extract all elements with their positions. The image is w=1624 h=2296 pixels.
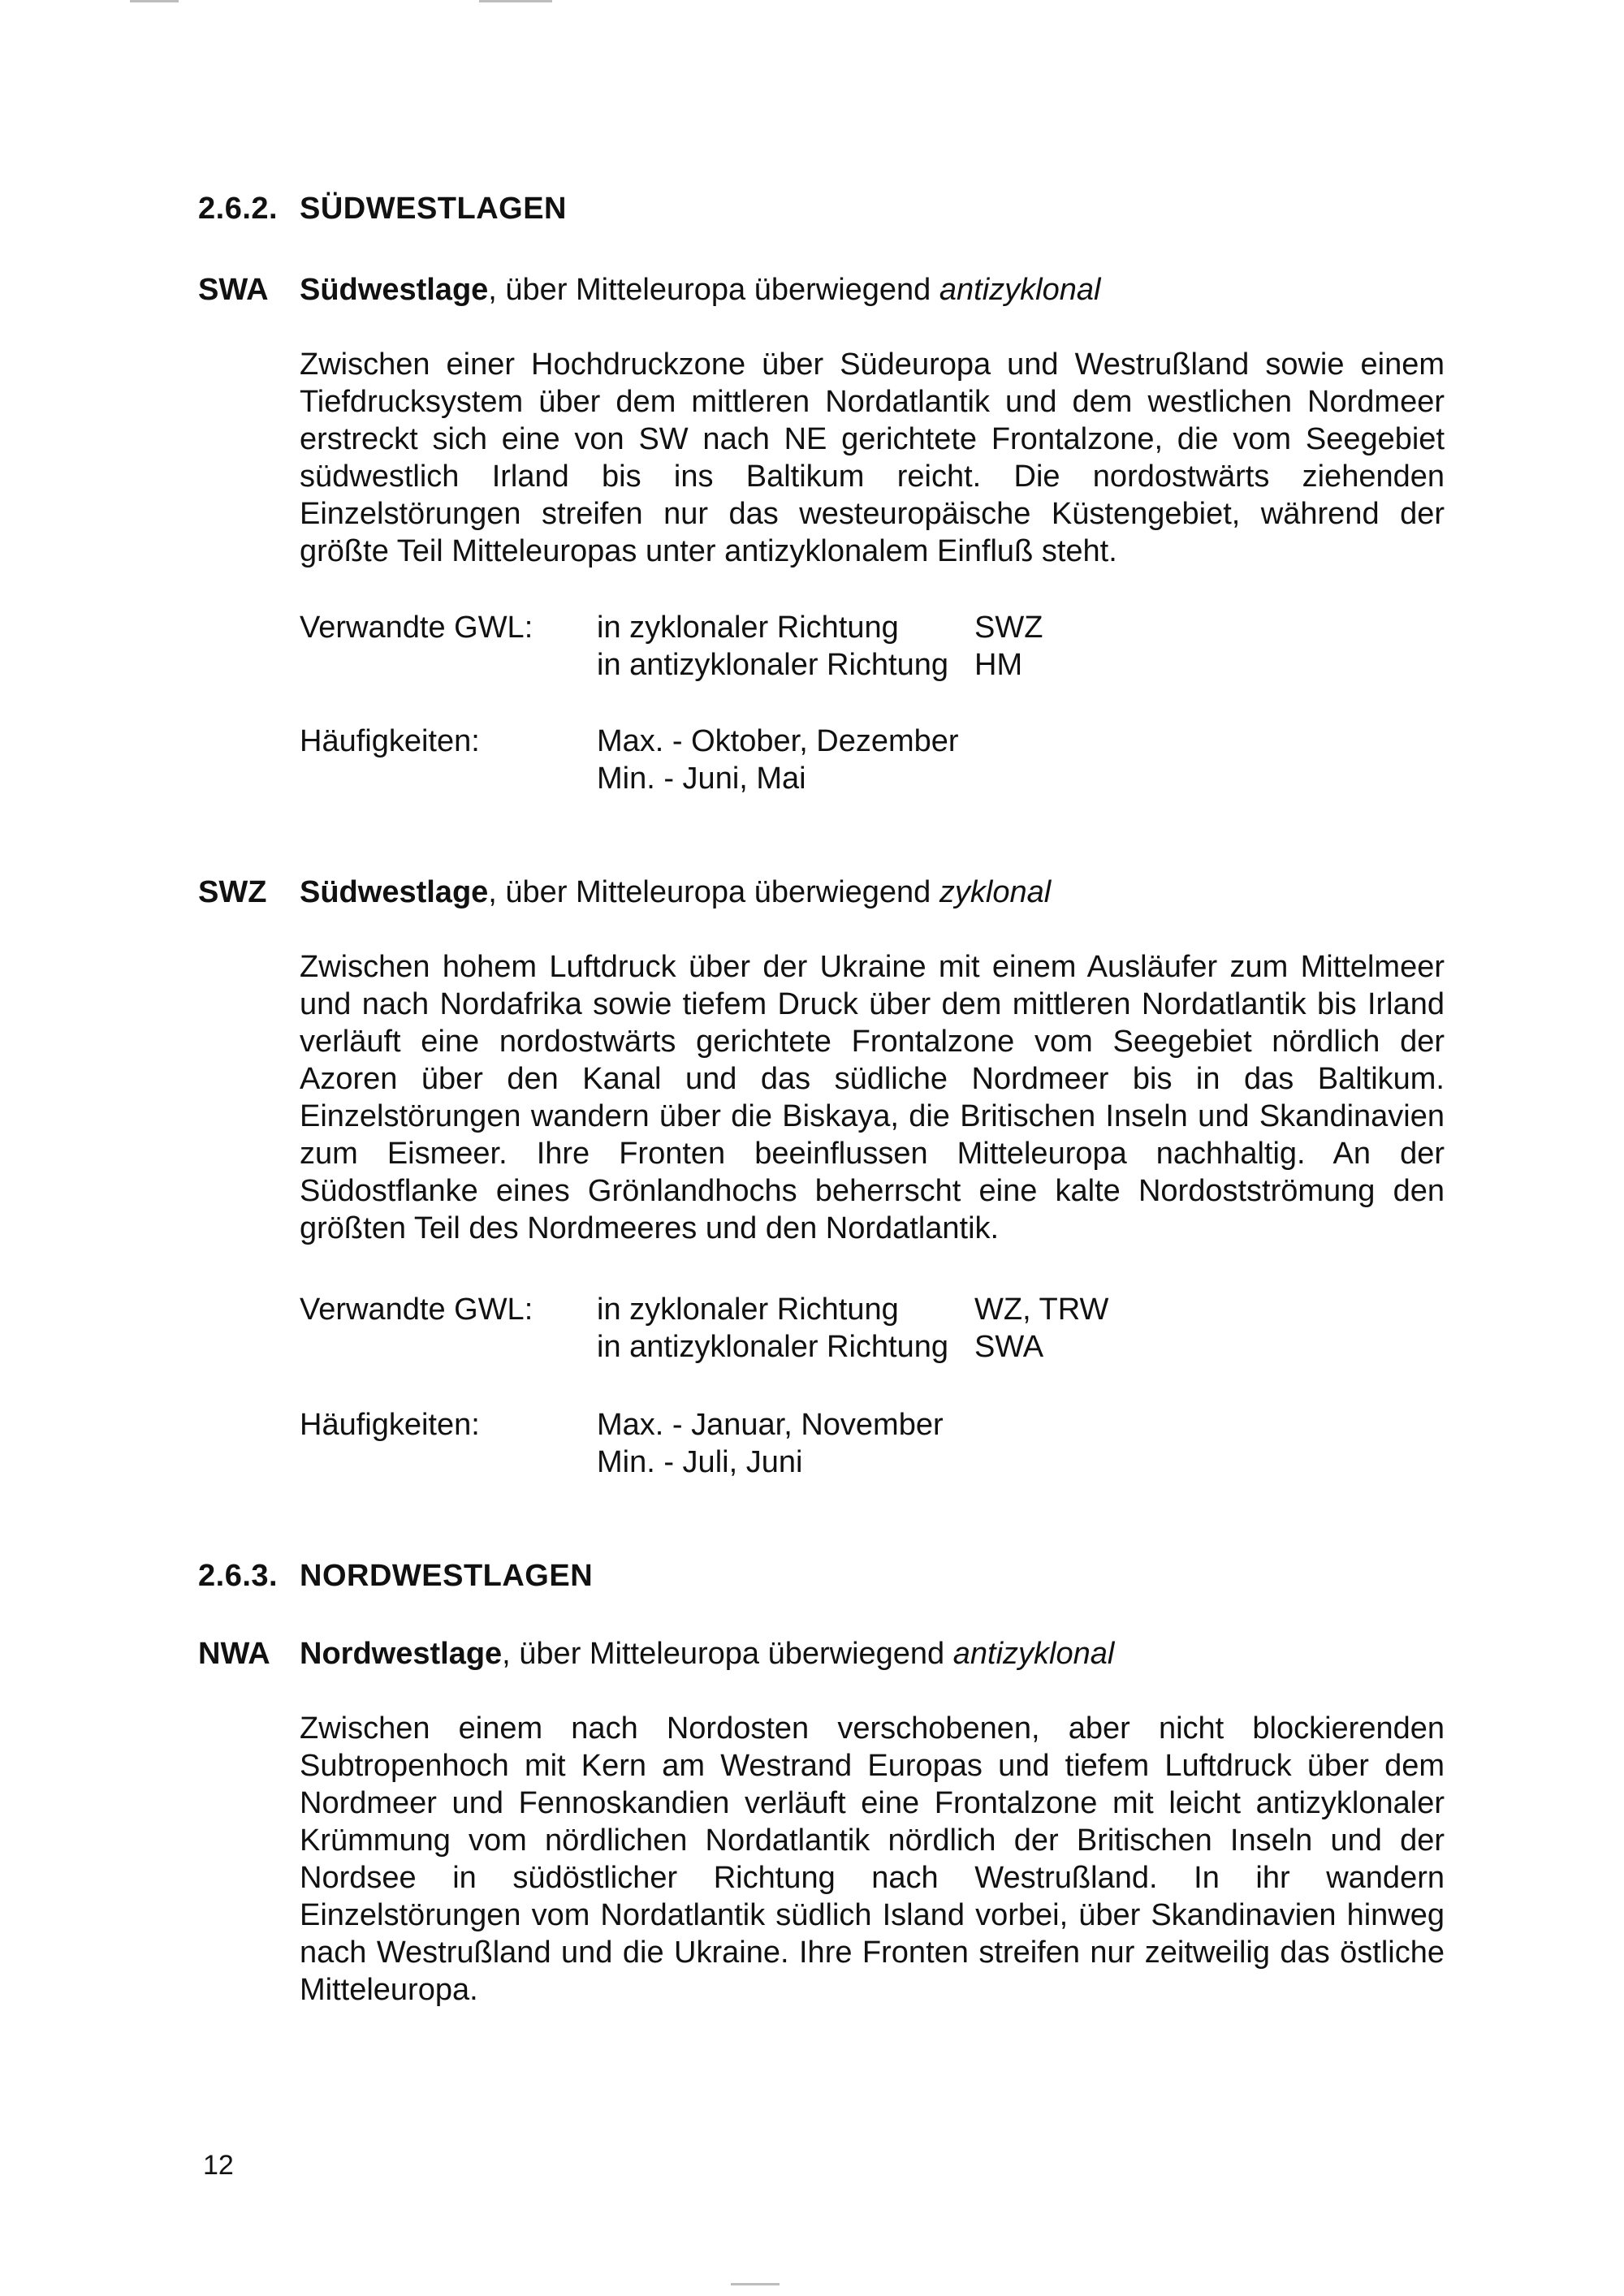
type-adjective: antizyklonal <box>952 1637 1115 1671</box>
swz-description: Zwischen hohem Luftdruck über der Ukraine mit einem Ausläufer zum Mittelmeer und nach Nordafrika sowie tiefem Druck über dem mittleren Nordatlantik bis Irland verläuft eine nordostwärts gerichtete Frontalzone vom Seegebiet nördlich der Azoren über den Kanal und das südliche Nordmeer bis in das Baltikum. Einzelstörungen wandern über die Biskaya, die Britischen Inseln und Skandinavien zum Eismeer. Ihre Fronten beeinflussen Mitteleuropa nachhaltig. An der Südostflanke eines Grönlandhochs beherrscht eine kalte Nordostströmung den größten Teil des Nordmeeres und den Nordatlantik. <box>300 950 1445 1245</box>
type-desc: , über Mitteleuropa überwiegend <box>488 875 939 909</box>
section-title: NORDWESTLAGEN <box>300 1559 594 1593</box>
type-heading-swz <box>198 875 1051 910</box>
related-code: SWZ <box>974 611 1043 645</box>
type-code: SWA <box>198 273 269 307</box>
frequency-label: Häufigkeiten: <box>300 724 480 758</box>
type-name: Nordwestlage <box>300 1637 503 1671</box>
related-code: HM <box>974 648 1023 682</box>
related-label: Verwandte GWL: <box>300 611 533 645</box>
frequency-max: Max. - Januar, November <box>597 1408 944 1442</box>
frequency-min: Min. - Juni, Mai <box>597 762 806 796</box>
related-direction: in antizyklonaler Richtung <box>597 1330 949 1364</box>
type-heading-swa <box>198 273 1100 308</box>
scan-artifact-top-left <box>130 0 179 2</box>
nwa-description: Zwischen einem nach Nordosten verschobenen, aber nicht blockierenden Subtropenhoch mit Kern am Westrand Europas und tiefem Luftdruck über dem Nordmeer und Fennoskandien verläuft eine Frontalzone mit leicht antizyklonaler Krümmung vom nördlichen Nordatlantik nördlich der Britischen Inseln und der Nordsee in südöstlicher Richtung nach Westrußland. In ihr wandern Einzelstörungen vom Nordatlantik südlich Island vorbei, über Skandinavien hinweg nach Westrußland und die Ukraine. Ihre Fronten streifen nur zeitweilig das östliche Mitteleuropa. <box>300 1711 1445 2007</box>
type-heading-nwa <box>198 1637 1114 1672</box>
type-name: Südwestlage <box>300 273 489 307</box>
section-heading-2-6-2 <box>198 192 567 227</box>
frequency-max: Max. - Oktober, Dezember <box>597 724 959 758</box>
type-name: Südwestlage <box>300 875 489 909</box>
frequency-label: Häufigkeiten: <box>300 1408 480 1442</box>
type-code: SWZ <box>198 875 267 909</box>
related-direction: in antizyklonaler Richtung <box>597 648 949 682</box>
section-heading-2-6-3 <box>198 1559 593 1594</box>
type-adjective: antizyklonal <box>939 273 1101 307</box>
related-code: WZ, TRW <box>974 1293 1109 1327</box>
type-desc: , über Mitteleuropa überwiegend <box>488 273 939 307</box>
related-direction: in zyklonaler Richtung <box>597 611 899 645</box>
page-number: 12 <box>203 2150 234 2181</box>
related-label: Verwandte GWL: <box>300 1293 533 1327</box>
frequency-min: Min. - Juli, Juni <box>597 1445 803 1479</box>
related-direction: in zyklonaler Richtung <box>597 1293 899 1327</box>
section-title: SÜDWESTLAGEN <box>300 192 567 226</box>
type-code: NWA <box>198 1637 270 1671</box>
scan-artifact-top-center <box>479 0 552 2</box>
swa-description: Zwischen einer Hochdruckzone über Südeuropa und Westrußland sowie einem Tiefdrucksystem über dem mittleren Nordatlantik und dem westlichen Nordmeer erstreckt sich eine von SW nach NE gerichtete Frontalzone, die vom Seegebiet südwestlich Irland bis ins Baltikum reicht. Die nordostwärts ziehenden Einzelstörungen streifen nur das westeuropäische Küstengebiet, während der größte Teil Mitteleuropas unter antizyklonalem Einfluß steht. <box>300 347 1445 568</box>
related-code: SWA <box>974 1330 1044 1364</box>
scan-artifact-bottom <box>731 2283 780 2285</box>
type-desc: , über Mitteleuropa überwiegend <box>502 1637 953 1671</box>
section-number: 2.6.3. <box>198 1559 279 1593</box>
type-adjective: zyklonal <box>939 875 1052 909</box>
section-number: 2.6.2. <box>198 192 279 226</box>
